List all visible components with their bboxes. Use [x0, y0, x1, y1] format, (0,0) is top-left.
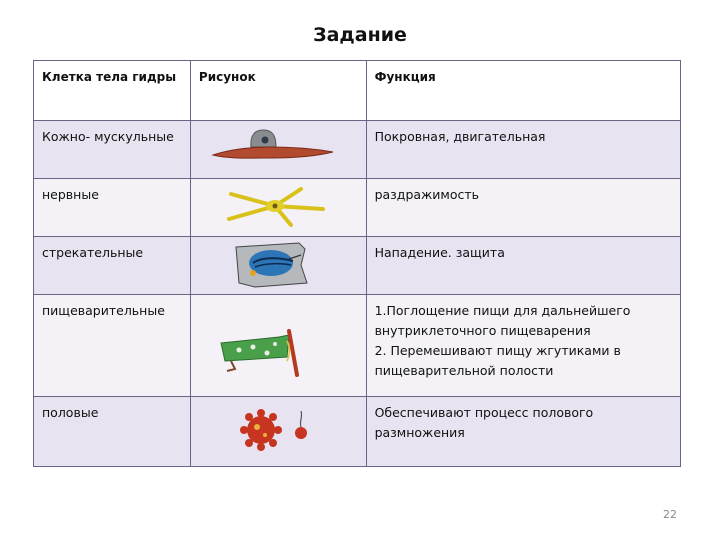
nerve-cell-icon	[191, 179, 367, 237]
cell-type-name: пищеварительные	[34, 295, 191, 397]
header-cell-type: Клетка тела гидры	[34, 61, 191, 121]
cell-type-name: стрекательные	[34, 237, 191, 295]
sex-cells-icon	[191, 397, 367, 467]
cell-picture	[190, 295, 366, 397]
function-line: 1.Поглощение пищи для дальнейшего	[374, 303, 631, 318]
cell-function	[366, 121, 680, 179]
function-line: раздражимость	[374, 187, 480, 202]
function-line: Нападение. защита	[374, 245, 505, 260]
table-row	[34, 121, 681, 179]
function-line: пищеварительной полости	[374, 363, 554, 378]
epithelial-muscle-cell-icon	[191, 121, 367, 179]
table-row	[34, 179, 681, 237]
cell-type-name: Кожно- мускульные	[34, 121, 191, 179]
hydra-cells-table	[33, 60, 681, 467]
stinging-cell-icon	[191, 237, 367, 295]
cell-picture	[190, 179, 366, 237]
function-line: 2. Перемешивают пищу жгутиками в	[374, 343, 621, 358]
page-title: Задание	[313, 24, 407, 46]
header-picture: Рисунок	[190, 61, 366, 121]
table-header-row	[34, 61, 681, 121]
digestive-cell-icon	[191, 295, 367, 397]
cell-picture	[190, 397, 366, 467]
cell-function	[366, 237, 680, 295]
function-line: Обеспечивают процесс полового	[374, 405, 594, 420]
cell-function	[366, 179, 680, 237]
cell-picture	[190, 121, 366, 179]
cell-type-name: нервные	[34, 179, 191, 237]
table-row	[34, 237, 681, 295]
cell-function	[366, 397, 680, 467]
page-number: 22	[663, 508, 677, 521]
cell-function	[366, 295, 680, 397]
function-line: внутриклеточного пищеварения	[374, 323, 591, 338]
cell-picture	[190, 237, 366, 295]
function-line: Покровная, двигательная	[374, 129, 546, 144]
table-row	[34, 295, 681, 397]
header-function: Функция	[366, 61, 680, 121]
table-row	[34, 397, 681, 467]
function-line: размножения	[374, 425, 465, 440]
cell-type-name: половые	[34, 397, 191, 467]
